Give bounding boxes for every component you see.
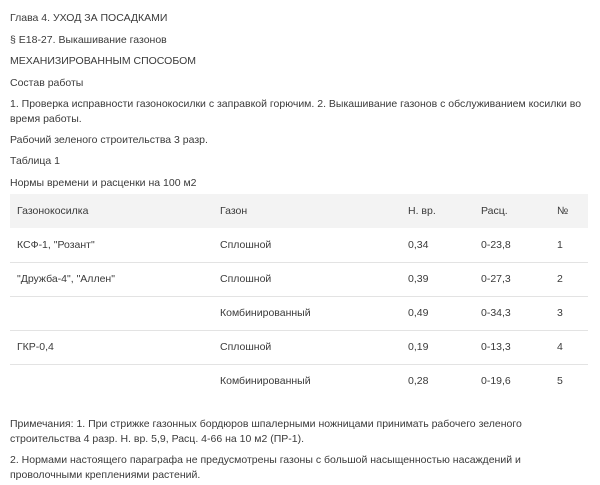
header-mower: Газонокосилка [17,205,89,217]
cell-lawn: Сплошной [220,341,272,353]
cell-rate: 0-19,6 [481,375,511,388]
cell-number: 1 [557,238,563,251]
cell-rate: 0-23,8 [481,238,511,251]
cell-lawn: Комбинированный [220,375,311,388]
work-composition-heading: Состав работы [10,77,84,89]
cell-rate: 0-27,3 [481,273,511,285]
table-row [10,262,588,296]
header-time-norm: Н. вр. [408,205,436,217]
note-2: 2. Нормами настоящего параграфа не предусмотрены газоны с большой насыщенностью насаждений и проволочными креплениями растений. [10,454,521,481]
table-row [10,364,588,398]
cell-mower: "Дружба-4", "Аллен" [17,273,115,285]
section-title: § Е18-27. Выкашивание газонов [10,34,167,46]
note-1: Примечания: 1. При стрижке газонных бордюров шпалерными ножницами принимать рабочего зеленого строительства 4 разр. Н. вр. 5,9, Расц. 4-66 на 10 м2 (ПР-1). [10,418,522,445]
cell-time-norm: 0,39 [408,273,429,285]
cell-number: 5 [557,375,563,388]
header-lawn: Газон [220,205,248,217]
table-row [10,330,588,364]
cell-time-norm: 0,19 [408,341,429,353]
cell-rate: 0-13,3 [481,341,511,353]
cell-mower [10,364,213,398]
cell-number: 4 [557,341,563,353]
cell-rate: 0-34,3 [481,307,511,319]
table-row [10,296,588,330]
cell-time-norm: 0,28 [408,375,429,388]
cell-lawn: Комбинированный [220,307,311,319]
cell-number: 3 [557,307,563,319]
cell-number: 2 [557,273,563,285]
method-heading: МЕХАНИЗИРОВАННЫМ СПОСОБОМ [10,55,197,67]
table-label: Таблица 1 [10,155,60,167]
chapter-title: Глава 4. УХОД ЗА ПОСАДКАМИ [10,12,168,24]
cell-mower: ГКР-0,4 [17,341,54,353]
norms-table [10,194,588,398]
table-caption: Нормы времени и расценки на 100 м2 [10,177,197,189]
header-rate: Расц. [481,205,508,217]
work-description: 1. Проверка исправности газонокосилки с заправкой горючим. 2. Выкашивание газонов с обслуживанием косилки во время работы. [10,98,582,125]
cell-time-norm: 0,34 [408,238,429,251]
table-row [10,228,588,262]
cell-mower [10,296,213,330]
cell-lawn: Сплошной [220,238,272,251]
table-header-row [10,194,588,228]
cell-time-norm: 0,49 [408,307,429,319]
header-number: № [557,205,569,217]
cell-lawn: Сплошной [220,273,272,285]
worker-category: Рабочий зеленого строительства 3 разр. [10,134,208,146]
cell-mower: КСФ-1, "Розант" [17,238,95,251]
